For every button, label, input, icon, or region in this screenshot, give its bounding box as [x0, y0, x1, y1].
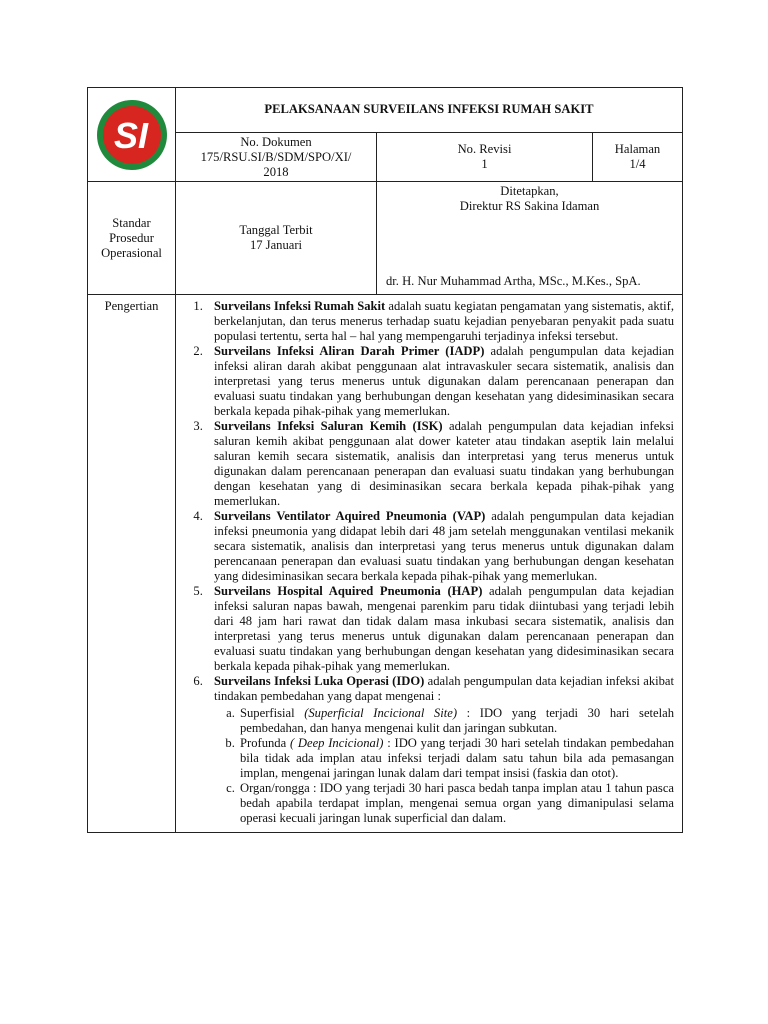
doc-number-label: No. Dokumen	[240, 134, 312, 149]
term: Surveilans Infeksi Rumah Sakit	[214, 299, 386, 313]
revision-label: No. Revisi	[457, 142, 512, 156]
logo-cell	[88, 88, 176, 182]
revision-cell	[377, 133, 593, 182]
page-label: Halaman	[614, 142, 661, 156]
term-text: adalah pengumpulan data kejadian infeksi aliran darah akibat penggunaan alat intravaskuler secara sistematik, analisis dan interpretasi yang terus menerus untuk digunakan dalam perencanaan penerapan dan evaluasi suatu tindakan yang berhubungan dengan kesehatan yang didesiminasikan secara berkala kepada pihak-pihak yang memerlukan.	[214, 344, 675, 418]
term: Surveilans Ventilator Aquired Pneumonia (VAP)	[214, 509, 486, 523]
term-text: adalah suatu kegiatan pengamatan yang sistematis, aktif, berkelanjutan, dan terus menerus terhadap suatu kejadian penyebaran penyakit pada suatu populasi tertentu, serta hal – hal yang mempengaruhi terjadinya infeksi tersebut.	[214, 299, 675, 343]
list-item	[206, 419, 674, 509]
list-item	[206, 509, 674, 584]
definition-list	[182, 299, 674, 826]
sub-list	[214, 706, 674, 826]
list-item	[206, 674, 674, 826]
term-text: adalah pengumpulan data kejadian infeksi pneumonia yang didapat lebih dari 48 jam setelah menggunakan ventilasi mekanik secara sistematik, analisis dan interpretasi yang terus menerus untuk digunakan dalam perencanaan penerapan dan evaluasi suatu tindakan yang berhubungan dengan kesehatan yang didesiminasikan secara berkala kepada pihak-pihak yang memerlukan.	[214, 509, 675, 583]
signatory: dr. H. Nur Muhammad Artha, MSc., M.Kes., SpA.	[386, 274, 641, 288]
established-by: Direktur RS Sakina Idaman	[459, 199, 600, 213]
hospital-logo	[95, 98, 169, 172]
term: Surveilans Infeksi Saluran Kemih (ISK)	[214, 419, 443, 433]
term: Surveilans Infeksi Aliran Darah Primer (IADP)	[214, 344, 485, 358]
revision-value: 1	[481, 157, 488, 171]
term: Surveilans Hospital Aquired Pneumonia (HAP)	[214, 584, 483, 598]
list-item	[206, 584, 674, 674]
definition-label: Pengertian	[88, 295, 176, 833]
sub-list-item: a. Superfisial (Superficial Incicional Site) : IDO yang terjadi 30 hari setelah pembedahan, dan hanya mengenai kulit dan jaringan subkutan.	[238, 706, 674, 736]
established-cell	[377, 182, 683, 295]
established-label: Ditetapkan,	[500, 184, 559, 198]
sop-label-text: Standar Prosedur Operasional	[101, 215, 162, 260]
sop-label	[88, 182, 176, 295]
term-text: adalah pengumpulan data kejadian infeksi saluran kemih akibat penggunaan alat dower kateter atau tindakan aseptik lain melalui saluran kemih secara sistematik, analisis dan interpretasi yang terus menerus untuk digunakan dalam perencanaan penerapan dan evaluasi suatu tindakan yang berhubungan dengan kesehatan yang di desiminasikan secara berkala kepada pihak-pihak yang memerlukan.	[214, 419, 675, 508]
issue-date-cell	[176, 182, 377, 295]
sop-document-table	[87, 87, 683, 833]
document-title: PELAKSANAAN SURVEILANS INFEKSI RUMAH SAKIT	[176, 88, 683, 133]
term: Surveilans Infeksi Luka Operasi (IDO)	[214, 674, 425, 688]
issue-date-value: 17 Januari	[249, 238, 303, 252]
issue-date-label: Tanggal Terbit	[239, 223, 313, 237]
doc-number-value: 175/RSU.SI/B/SDM/SPO/XI/ 2018	[200, 149, 352, 179]
doc-number-cell	[176, 133, 377, 182]
page-value: 1/4	[629, 157, 646, 171]
list-item	[206, 299, 674, 344]
sub-list-item: c. Organ/rongga : IDO yang terjadi 30 hari pasca bedah tanpa implan atau 1 tahun pasca bedah apabila terdapat implan, mengenai semua organ yang dimanipulasi selama operasi kecuali jaringan lunak superficial dan dalam.	[238, 781, 674, 826]
term-text: adalah pengumpulan data kejadian infeksi saluran napas bawah, mengenai parenkim paru tidak diintubasi yang terjadi lebih dari 48 jam hari rawat dan tidak dalam masa inkubasi secara sistematik, analisis dan interpretasi yang terus menerus untuk digunakan dalam perencanaan penerapan dan evaluasi suatu tindakan yang berhubungan dengan kesehatan yang didesiminasikan secara berkala kepada pihak-pihak yang memerlukan.	[214, 584, 675, 673]
list-item	[206, 344, 674, 419]
logo-text: SI	[113, 114, 148, 156]
definition-content	[176, 295, 683, 833]
sub-list-item: b. Profunda ( Deep Incicional) : IDO yang terjadi 30 hari setelah tindakan pembedahan bila tidak ada implan atau infeksi terjadi dalam satu tahun bila ada pemasangan implan, mengenai jaringan lunak dalam dari tempat insisi (faskia dan otot).	[238, 736, 674, 781]
page-cell	[593, 133, 683, 182]
term-text: adalah pengumpulan data kejadian infeksi akibat tindakan pembedahan yang dapat mengenai :	[214, 674, 675, 703]
